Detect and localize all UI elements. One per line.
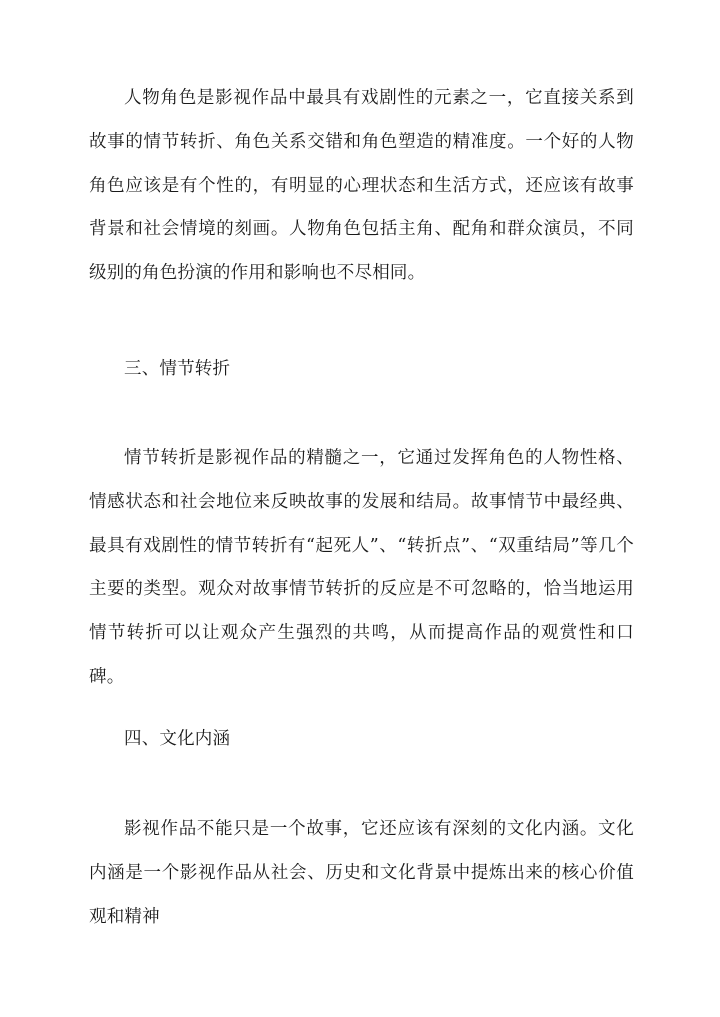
paragraph-plot-twists: 情节转折是影视作品的精髓之一，它通过发挥角色的人物性格、情感状态和社会地位来反映故事的发展和结局。故事情节中最经典、最具有戏剧性的情节转折有“起死人”、“转折点”、“双重结局”等几个主要的类型。观众对故事情节转折的反应是不可忽略的，恰当地运用情节转折可以让观众产生强烈的共鸣，从而提高作品的观赏性和口碑。 xyxy=(89,448,634,687)
section-heading-cultural-connotation: 四、文化内涵 xyxy=(124,729,231,749)
section-heading-plot-twists: 三、情节转折 xyxy=(124,359,231,379)
paragraph-cultural-connotation: 影视作品不能只是一个故事，它还应该有深刻的文化内涵。文化内涵是一个影视作品从社会、历史和文化背景中提炼出来的核心价值观和精神 xyxy=(89,819,634,927)
paragraph-characters: 人物角色是影视作品中最具有戏剧性的元素之一，它直接关系到故事的情节转折、角色关系交错和角色塑造的精准度。一个好的人物角色应该是有个性的，有明显的心理状态和生活方式，还应该有故事背景和社会情境的刻画。人物角色包括主角、配角和群众演员，不同级别的角色扮演的作用和影响也不尽相同。 xyxy=(89,88,634,284)
